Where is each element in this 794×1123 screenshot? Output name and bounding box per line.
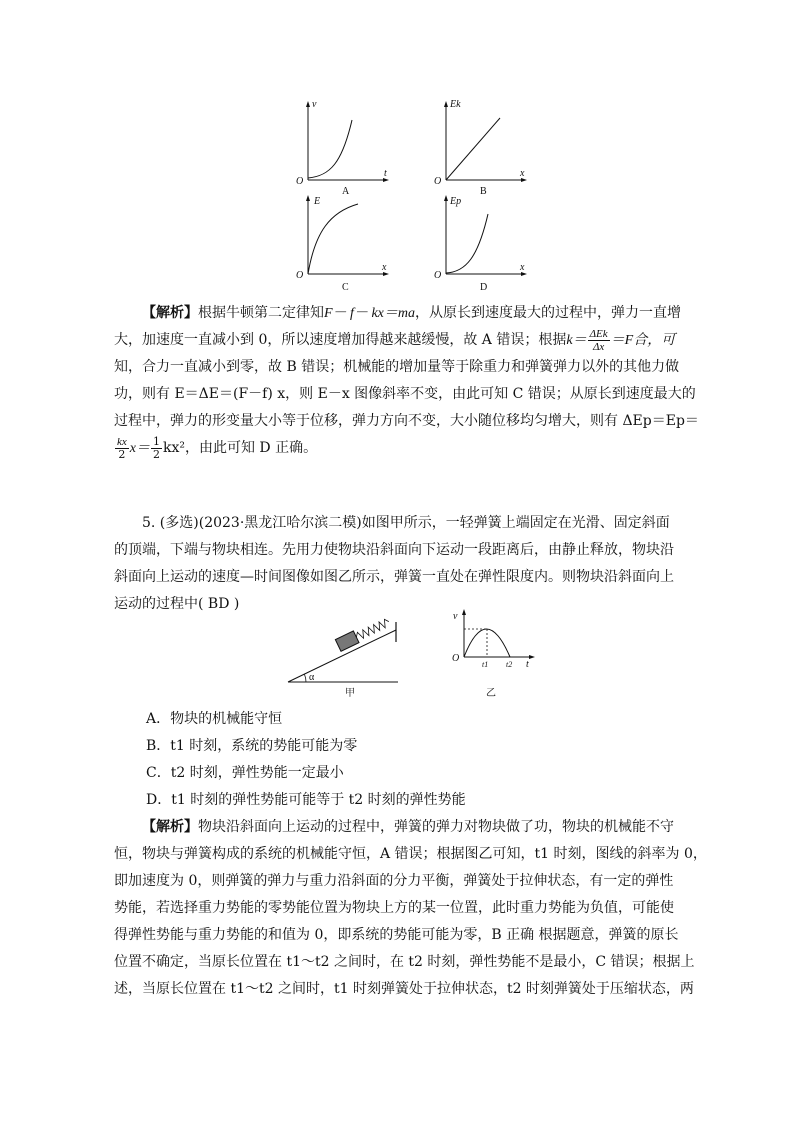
analysis-1-line-6-mid: x＝	[129, 441, 150, 456]
graph-b	[428, 98, 533, 196]
fraction-dek-dx: $\frac{\text{ΔEk}}{\Delta x}$	[589, 327, 608, 353]
graph-d-xlabel: x	[520, 262, 525, 273]
graph-b-ylabel: Ek	[450, 99, 461, 110]
analysis-1-line-1a: 根据牛顿第二定律知	[198, 305, 324, 321]
fraction-1-2: $\frac{1}{2}$	[152, 434, 160, 461]
graph-a-caption: A	[342, 186, 350, 197]
analysis-tag: 【解析】	[142, 305, 198, 321]
analysis-1	[114, 300, 699, 467]
graph-c-xlabel: x	[382, 262, 387, 273]
figure-yi-t1: t1	[482, 660, 489, 669]
graph-a-xlabel: t	[384, 168, 387, 179]
analysis-1-line-2-tail: ＝F合，可	[610, 333, 676, 348]
graph-b-xlabel: x	[520, 168, 525, 179]
graph-d-svg	[428, 192, 533, 293]
graph-c-caption: C	[342, 282, 349, 293]
graph-c	[290, 192, 395, 293]
analysis-2	[114, 814, 707, 1003]
graph-a-origin: O	[296, 176, 304, 187]
graph-b-svg	[428, 98, 533, 196]
graph-a-ylabel: v	[312, 99, 317, 110]
fraction-kx-2: $\frac{kx}{2}$	[117, 435, 127, 461]
option-c: C．t2 时刻，弹性势能一定最小	[146, 765, 344, 781]
figure-jia-alpha: α	[309, 672, 315, 683]
graph-a-svg	[290, 98, 395, 196]
figure-yi-origin: O	[452, 653, 460, 664]
graph-d-origin: O	[434, 270, 442, 281]
question-5	[114, 510, 680, 618]
analysis-2-line-5: 得弹性势能与重力势能的和值为 0，即系统的势能可能为零，B 正确 根据题意，弹簧的原长	[114, 927, 679, 943]
figure-jia-svg	[282, 612, 404, 700]
analysis-2-line-2: 恒，物块与弹簧构成的系统的机械能守恒，A 错误；根据图乙可知，t1 时刻，图线的斜率为 0，	[114, 846, 707, 862]
analysis-2-line-4: 势能，若选择重力势能的零势能位置为物块上方的某一位置，此时重力势能为负值，可能使	[114, 900, 674, 916]
analysis-2-line-7: 述，当原长位置在 t1～t2 之间时，t1 时刻弹簧处于拉伸状态，t2 时刻弹簧处于压缩状态，两	[114, 981, 694, 997]
figure-yi-svg	[448, 605, 543, 700]
graph-a	[290, 98, 395, 196]
analysis-2-line-3: 即加速度为 0，则弹簧的弹力与重力沿斜面的分力平衡，弹簧处于拉伸状态，有一定的弹性	[114, 873, 674, 889]
analysis-1-line-3: 知，合力一直减小到零，故 B 错误；机械能的增加量等于除重力和弹簧弹力以外的其他力做	[114, 359, 680, 375]
analysis-1-line-4: 功，则有 E＝ΔE＝(F－f) x，则 E－x 图像斜率不变，由此可知 C 错误；从原长到速度最大的	[114, 386, 696, 402]
graph-d-caption: D	[480, 282, 488, 293]
graph-b-origin: O	[434, 176, 442, 187]
option-b: B．t1 时刻，系统的势能可能为零	[146, 738, 358, 754]
analysis-1-line-6-tail: kx²，由此可知 D 正确。	[162, 440, 318, 456]
figure-yi	[448, 605, 543, 700]
graph-c-svg	[290, 192, 395, 293]
question-5-line-2: 的顶端，下端与物块相连。先用力使物块沿斜面向下运动一段距离后，由静止释放，物块沿	[114, 542, 674, 558]
graph-b-caption: B	[480, 186, 487, 197]
question-5-line-3: 斜面向上运动的速度—时间图像如图乙所示，弹簧一直处在弹性限度内。则物块沿斜面向上	[114, 569, 674, 585]
question-5-line-1: 5. (多选)(2023·黑龙江哈尔滨二模)如图甲所示，一轻弹簧上端固定在光滑、固定斜面	[142, 515, 670, 531]
analysis-2-line-6: 位置不确定，当原长位置在 t1～t2 之间时，在 t2 时刻，弹性势能不是最小，C 错误；根据上	[114, 954, 695, 970]
figure-yi-label: 乙	[486, 688, 496, 699]
graph-c-ylabel: E	[314, 196, 321, 207]
analysis-2-line-1: 物块沿斜面向上运动的过程中，弹簧的弹力对物块做了功，物块的机械能不守	[198, 819, 674, 835]
analysis-1-equation: F－ f－ kx＝ma	[324, 306, 415, 321]
analysis-1-line-5: 过程中，弹力的形变量大小等于位移，弹力方向不变，大小随位移均匀增大，则有 ΔEp＝Ep＝	[114, 413, 699, 429]
figure-yi-t: t	[526, 659, 529, 670]
option-d: D．t1 时刻的弹性势能可能等于 t2 时刻的弹性势能	[146, 792, 466, 808]
analysis-1-line-2: 大，加速度一直减小到 0，所以速度增加得越来越缓慢，故 A 错误；根据	[114, 332, 567, 348]
analysis-1-k: k＝	[566, 333, 587, 348]
question-5-line-4: 运动的过程中( BD )	[114, 596, 240, 612]
graph-d	[428, 192, 533, 293]
analysis-1-line-1b: ，从原长到速度最大的过程中，弹力一直增	[414, 305, 681, 321]
analysis-2-tag: 【解析】	[142, 819, 198, 835]
figure-yi-v: v	[453, 611, 458, 622]
option-a: A．物块的机械能守恒	[146, 711, 283, 727]
graph-c-origin: O	[296, 270, 304, 281]
figure-jia	[282, 612, 404, 700]
figure-jia-label: 甲	[345, 688, 355, 699]
graph-d-ylabel: Ep	[450, 196, 462, 207]
figure-yi-t2: t2	[506, 660, 513, 669]
